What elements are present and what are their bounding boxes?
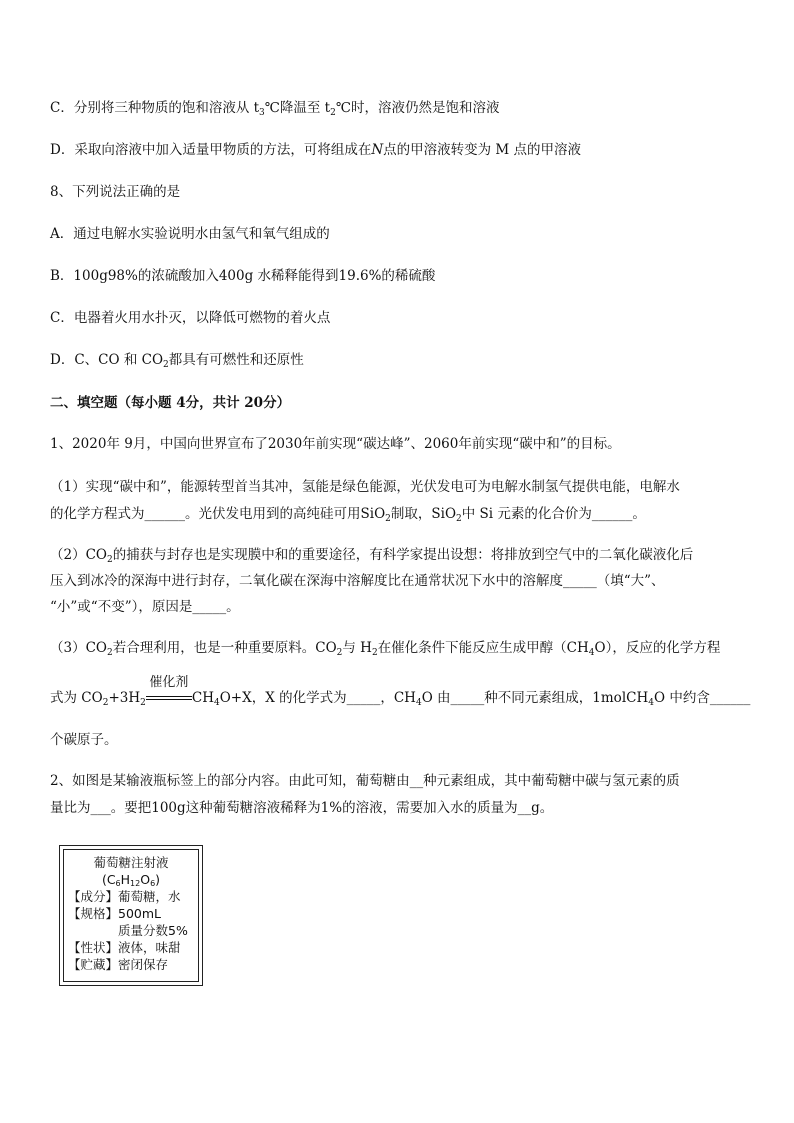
section-title: 二、填空题（每小题 4分，共计 20分） (50, 395, 291, 411)
glucose-label-figure (59, 845, 203, 986)
fill1-part3-line1: $(3)CO_2$若合理利用，也是一种重要原料。$CO_2$与 $H_2$在催化条件下能反应生成甲醇$(CH_4O)$，反应的化学方程 (50, 640, 721, 658)
fill1-part3-equation-line: 式为 $CO_2+3H_2$ 催化剂 $CH_4O+X$，X 的化学式为_____，$CH_4O$ 由_____种不同元素组成，1molCH$_4$O 中约含______ (50, 675, 751, 708)
fill1-part2-line1: $(2)CO_2$的捕获与封存也是实现膜中和的重要途径，有科学家提出设想：将排放到空气中的二氧化碳液化后 (50, 547, 694, 565)
fill1-part1-line2: 的化学方程式为______。光伏发电用到的高纯硅可用SiO$_2$制取，SiO$_2$中 Si 元素的化合价为______。 (50, 506, 646, 524)
q8-option-c: C．电器着火用水扑灭，以降低可燃物的着火点 (50, 310, 331, 326)
label-title: 葡萄糖注射液 (93, 855, 169, 870)
fill1-part2-line2: 压入到冰冷的深海中进行封存，二氧化碳在深海中溶解度比在通常状况下水中的溶解度_____（填“大”、 (50, 573, 665, 589)
fill1-part2-line3: “小”或“不变”），原因是_____。 (50, 599, 240, 615)
label-formula: $(C_6H_{12}O_6)$ (101, 872, 161, 888)
label-spec: 【规格】500mL (68, 906, 161, 921)
q8-option-a: A．通过电解水实验说明水由氢气和氧气组成的 (50, 226, 330, 242)
fill1-part1-line1: （1）实现“碳中和”，能源转型首当其冲，氢能是绿色能源，光伏发电可为电解水制氢气提供电能，电解水 (50, 479, 680, 495)
fill2-line1: 2、如图是某输液瓶标签上的部分内容。由此可知，葡萄糖由__种元素组成，其中葡萄糖中碳与氢元素的质 (50, 773, 680, 789)
glucose-label-content (63, 849, 199, 982)
q8-stem: 8、下列说法正确的是 (50, 184, 181, 200)
label-properties: 【性状】液体，味甜 (68, 940, 181, 955)
q7-option-d: D．采取向溶液中加入适量甲物质的方法，可将组成在N点的甲溶液转变为 M 点的甲溶液 (50, 142, 582, 158)
label-storage: 【贮藏】密闭保存 (68, 957, 169, 972)
label-mass-fraction: 质量分数5% (118, 923, 188, 938)
q7-option-c: C．分别将三种物质的饱和溶液从 $t_3℃$降温至 $t_2℃$时，溶液仍然是饱和溶液 (50, 100, 500, 118)
q8-option-d: D．C、CO 和 $CO_2$都具有可燃性和还原性 (50, 352, 304, 370)
catalyst-equals-sign (146, 675, 192, 708)
label-ingredients: 【成分】葡萄糖，水 (68, 889, 181, 904)
q8-option-b: B．100g98%的浓硫酸加入400g 水稀释能得到19.6%的稀硫酸 (50, 268, 436, 284)
catalyst-label: 催化剂 (149, 675, 189, 690)
fill2-line2: 量比为___。要把100g这种葡萄糖溶液稀释为1%的溶液，需要加入水的质量为__g。 (50, 800, 554, 816)
fill1-part3-line3: 个碳原子。 (50, 732, 118, 748)
fill1-stem: 1、2020年 9月，中国向世界宣布了2030年前实现“碳达峰”、2060年前实现“碳中和”的目标。 (50, 436, 621, 452)
